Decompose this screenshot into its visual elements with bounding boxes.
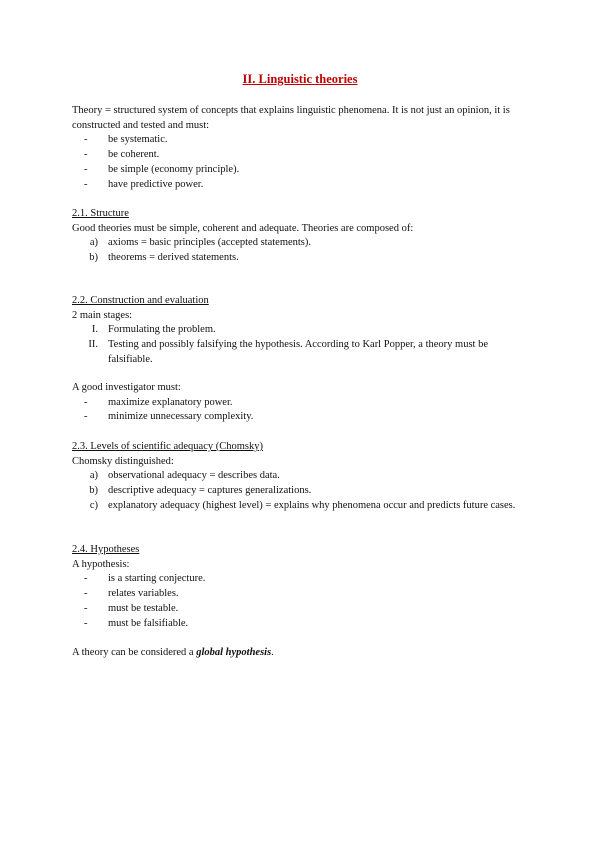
list-item-text: minimize unnecessary complexity.: [108, 411, 254, 423]
dash-marker: -: [84, 178, 88, 190]
conclusion-before: A theory can be considered a: [72, 647, 197, 658]
list-item-text: have predictive power.: [108, 178, 204, 190]
list-item-text: Formulating the problem.: [108, 324, 216, 336]
list-item-text: maximize explanatory power.: [108, 396, 233, 408]
section-text: 2 main stages:: [72, 309, 133, 321]
list-item-text: is a starting conjecture.: [108, 573, 206, 585]
list-item: [72, 133, 528, 148]
list-item-text: axioms = basic principles (accepted statements).: [108, 237, 312, 249]
list-item: [72, 396, 528, 411]
intro-list: [72, 133, 528, 192]
section-text: Chomsky distinguished:: [72, 455, 174, 467]
section-heading: 2.2. Construction and evaluation: [72, 295, 209, 306]
conclusion-text: [72, 646, 528, 661]
list-marker: c): [89, 499, 98, 511]
conclusion-emphasis: global hypothesis: [196, 647, 272, 658]
list-item-text: be coherent.: [108, 149, 160, 161]
list-marker: b): [89, 252, 98, 264]
list-item-text: be systematic.: [108, 134, 168, 146]
dash-marker: -: [84, 134, 88, 146]
list-item-text: must be falsifiable.: [108, 617, 189, 629]
list-marker: a): [89, 237, 98, 249]
dash-marker: -: [84, 602, 88, 614]
section-heading: 2.1. Structure: [72, 208, 129, 219]
section-construction: [72, 294, 528, 368]
investigator-block: [72, 381, 528, 425]
list-marker: b): [89, 485, 98, 497]
section-heading: 2.4. Hypotheses: [72, 544, 140, 555]
list-item-text: be simple (economy principle).: [108, 163, 240, 175]
page-title: II. Linguistic theories: [242, 72, 358, 86]
list-item: [72, 499, 528, 514]
investigator-list: [72, 396, 528, 425]
section-heading: 2.3. Levels of scientific adequacy (Chomsky): [72, 441, 263, 452]
list-item: [72, 338, 528, 367]
conclusion-after: .: [271, 647, 274, 658]
list-item: [72, 178, 528, 193]
section-adequacy: [72, 440, 528, 514]
list-item: [72, 323, 528, 338]
list-item: [72, 602, 528, 617]
adequacy-list: [72, 469, 528, 513]
list-item-text: explanatory adequacy (highest level) = explains why phenomena occur and predicts future cases.: [108, 499, 516, 511]
intro-text: Theory = structured system of concepts that explains linguistic phenomena. It is not just an opinion, it is constructed and tested and must:: [72, 105, 510, 131]
section-hypotheses: [72, 543, 528, 631]
list-item-text: theorems = derived statements.: [108, 252, 239, 264]
list-item-text: Testing and possibly falsifying the hypothesis. According to Karl Popper, a theory must be falsifiable.: [108, 339, 488, 365]
list-item-text: observational adequacy = describes data.: [108, 470, 280, 482]
list-item: [72, 251, 528, 266]
list-item: [72, 484, 528, 499]
section-text: A hypothesis:: [72, 558, 130, 570]
intro-section: [72, 104, 528, 192]
dash-marker: -: [84, 149, 88, 161]
list-item: [72, 163, 528, 178]
list-item-text: relates variables.: [108, 588, 179, 600]
dash-marker: -: [84, 163, 88, 175]
section-text: Good theories must be simple, coherent and adequate. Theories are composed of:: [72, 222, 414, 234]
hypotheses-list: [72, 572, 528, 631]
conclusion: [72, 646, 528, 661]
list-item-text: must be testable.: [108, 602, 179, 614]
investigator-text: A good investigator must:: [72, 382, 181, 393]
dash-marker: -: [84, 396, 88, 408]
stages-list: [72, 323, 528, 367]
section-structure: [72, 207, 528, 266]
dash-marker: -: [84, 588, 88, 600]
list-marker: II.: [88, 339, 98, 351]
list-item: [72, 572, 528, 587]
dash-marker: -: [84, 411, 88, 423]
structure-list: [72, 236, 528, 265]
list-item: [72, 469, 528, 484]
list-item: [72, 617, 528, 632]
list-marker: I.: [91, 324, 98, 336]
dash-marker: -: [84, 617, 88, 629]
list-item-text: descriptive adequacy = captures generalizations.: [108, 485, 312, 497]
dash-marker: -: [84, 573, 88, 585]
list-marker: a): [89, 470, 98, 482]
list-item: [72, 587, 528, 602]
list-item: [72, 148, 528, 163]
list-item: [72, 236, 528, 251]
list-item: [72, 410, 528, 425]
